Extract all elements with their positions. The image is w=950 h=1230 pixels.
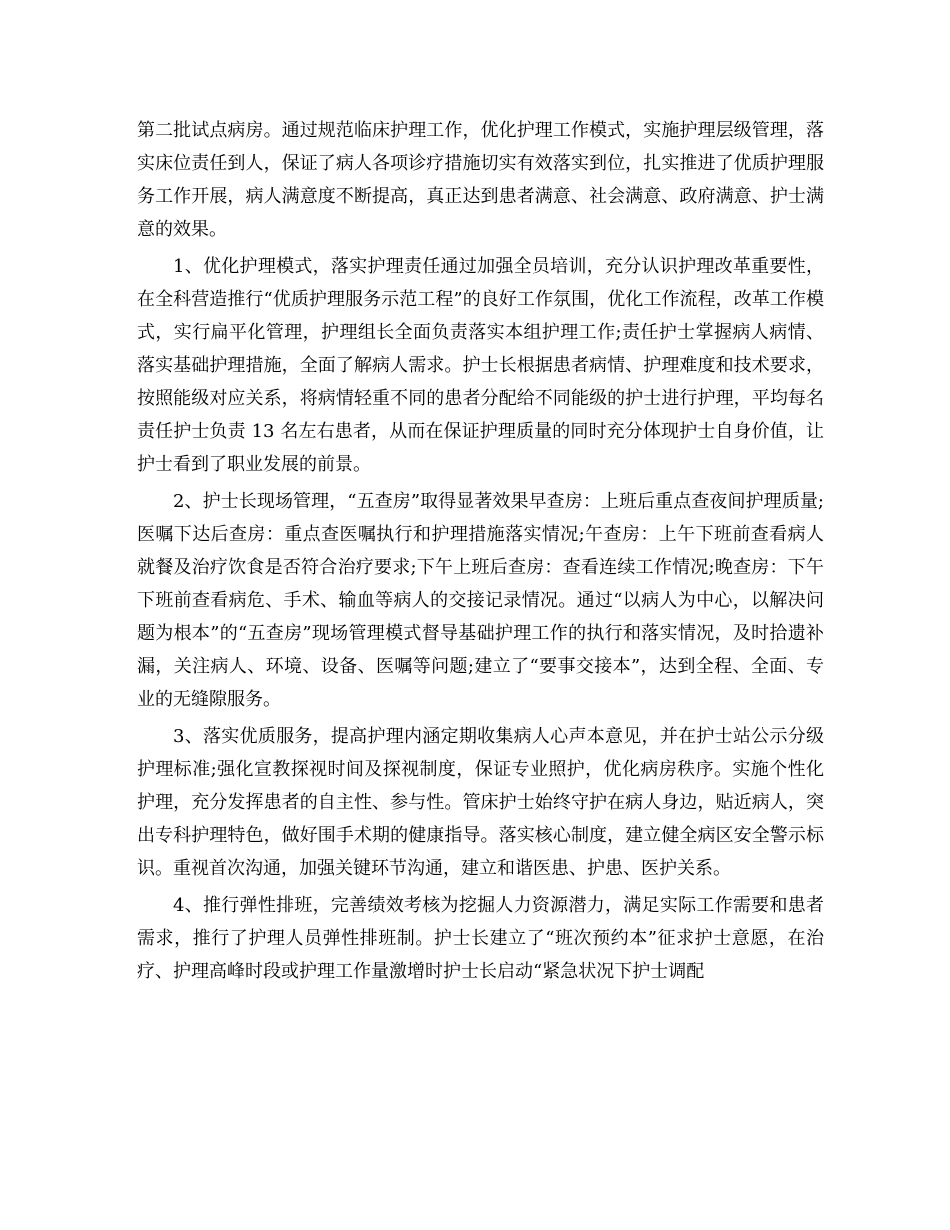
paragraph-3-quality-service: 3、落实优质服务，提高护理内涵定期收集病人心声本意见，并在护士站公示分级护理标准;强化宣教探视时间及探视制度，保证专业照护，优化病房秩序。实施个性化护理，充分发挥患者的自主性、参与性。管床护士始终守护在病人身边，贴近病人，突出专科护理特色，做好围手术期的健康指导。落实核心制度，建立健全病区安全警示标识。重视首次沟通，加强关键环节沟通，建立和谐医患、护患、医护关系。 [137,726,824,879]
paragraph-continuation: 第二批试点病房。通过规范临床护理工作，优化护理工作模式，实施护理层级管理，落实床位责任到人，保证了病人各项诊疗措施切实有效落实到位，扎实推进了优质护理服务工作开展，病人满意度不断提高，真正达到患者满意、社会满意、政府满意、护士满意的效果。 [137,120,824,240]
paragraph-2-head-nurse-rounds: 2、护士长现场管理，“五查房”取得显著效果早查房：上班后重点查夜间护理质量;医嘱下达后查房：重点查医嘱执行和护理措施落实情况;午查房：上午下班前查看病人就餐及治疗饮食是否符合治疗要求;下午上班后查房：查看连续工作情况;晚查房：下午下班前查看病危、手术、输血等病人的交接记录情况。通过“以病人为中心，以解决问题为根本”的“五查房”现场管理模式督导基础护理工作的执行和落实情况，及时拾遗补漏，关注病人、环境、设备、医嘱等问题;建立了“要事交接本”，达到全程、全面、专业的无缝隙服务。 [137,491,824,710]
document-body [137,114,824,992]
paragraph-4-flexible-scheduling: 4、推行弹性排班，完善绩效考核为挖掘人力资源潜力，满足实际工作需要和患者需求，推行了护理人员弹性排班制。护士长建立了“班次预约本”征求护士意愿，在治疗、护理高峰时段或护理工作量激增时护士长启动“紧急状况下护士调配 [137,895,824,982]
paragraph-1-optimize-nursing-model: 1、优化护理模式，落实护理责任通过加强全员培训，充分认识护理改革重要性，在全科营造推行“优质护理服务示范工程”的良好工作氛围，优化工作流程，改革工作模式，实行扁平化管理，护理组长全面负责落实本组护理工作;责任护士掌握病人病情、落实基础护理措施，全面了解病人需求。护士长根据患者病情、护理难度和技术要求，按照能级对应关系，将病情轻重不同的患者分配给不同能级的护士进行护理，平均每名责任护士负责 13 名左右患者，从而在保证护理质量的同时充分体现护士自身价值，让护士看到了职业发展的前景。 [137,256,824,475]
